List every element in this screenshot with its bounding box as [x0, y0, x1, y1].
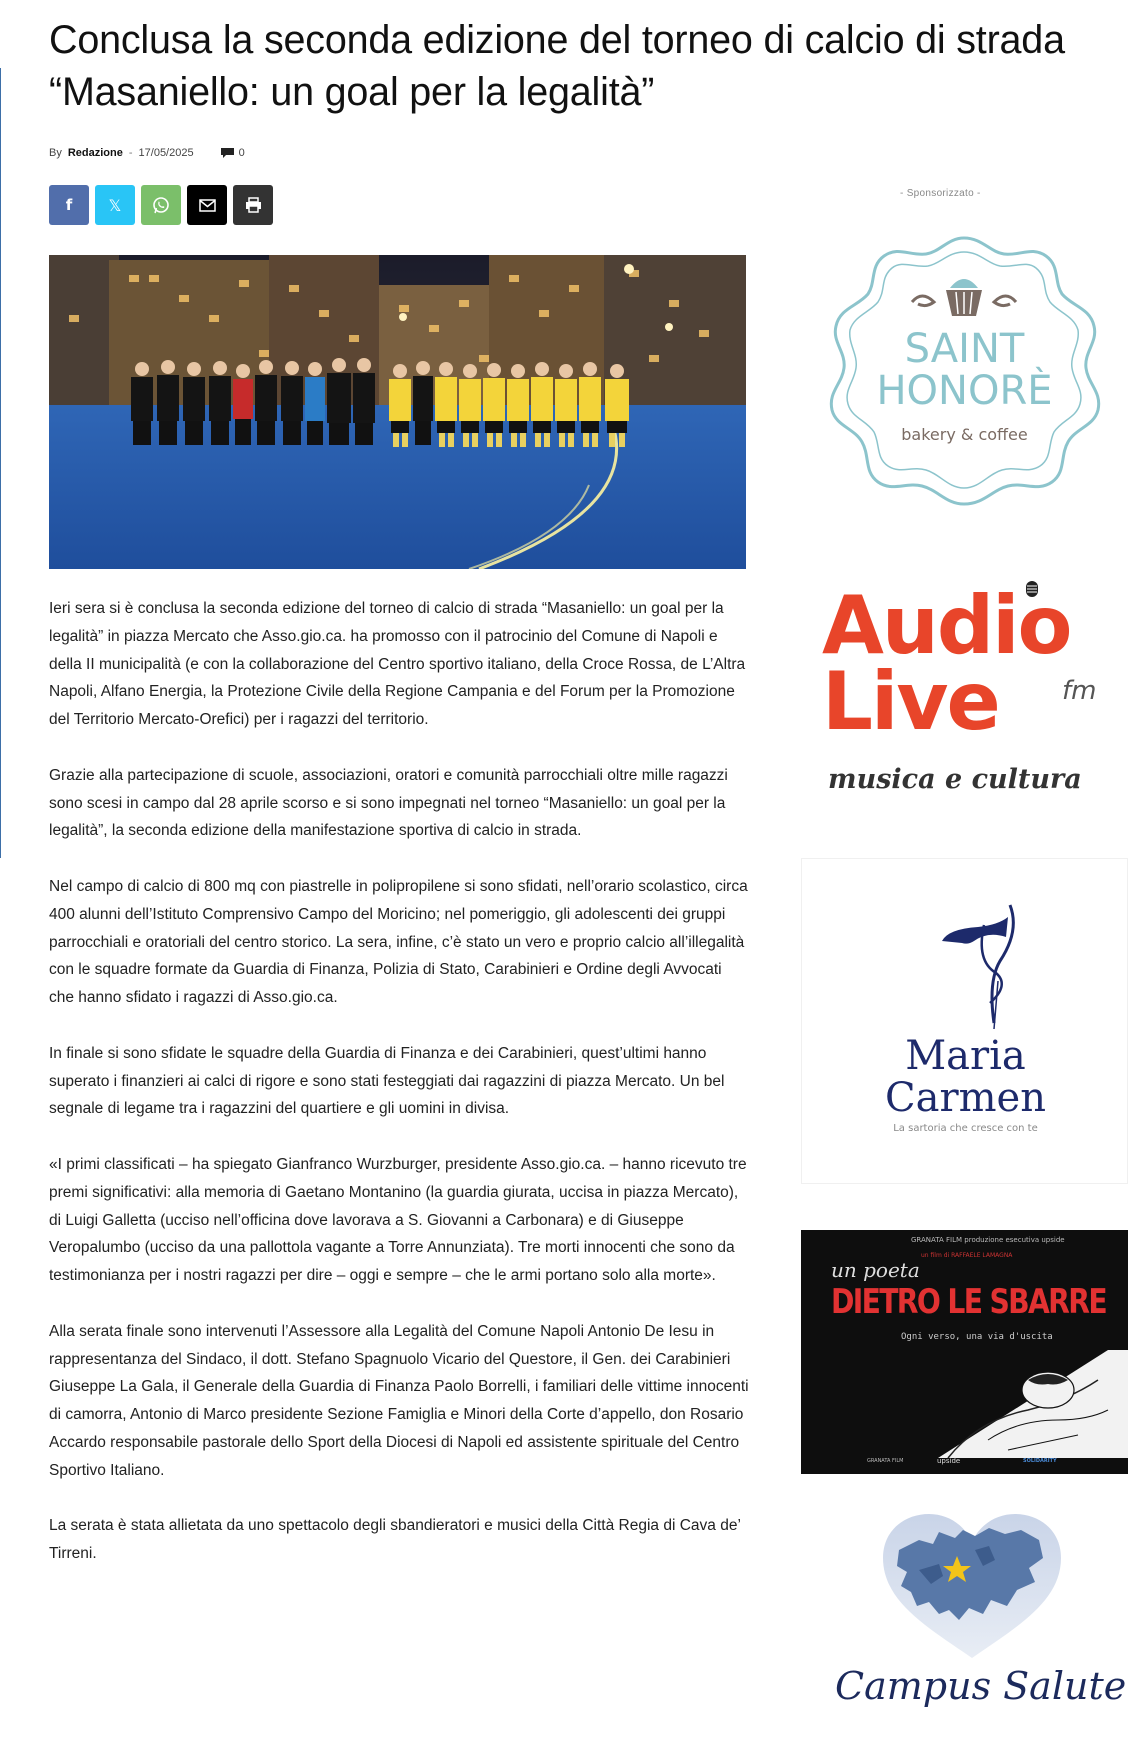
audio-live-tagline: musica e cultura — [828, 764, 1082, 795]
article-paragraph: «I primi classificati – ha spiegato Gianfranco Wurzburger, presidente Asso.gio.ca. – hanno ricevuto tre premi significativi: alla memoria di Gaetano Montanino (la guardia giurata, uccisa in piazza Mercato), di Luigi Galletta (ucciso nell’officina dove lavorava a S. Giovanni a Carbonara) e di Giuseppe Veropalumbo (ucciso da una pallottola vagante a Torre Annunziata). Tre morti innocenti che sono da testimonianza per i nostri ragazzi per dire – oggi e sempre – che le armi portano solo alla morte». — [49, 1155, 747, 1285]
film-title: DIETRO LE SBARRE — [831, 1282, 1106, 1322]
whatsapp-share-button[interactable] — [141, 185, 181, 225]
audio-live-line1: Audio — [822, 579, 1071, 672]
audio-live-line2: Live — [822, 655, 999, 748]
by-label: By — [49, 147, 62, 159]
email-share-button[interactable] — [187, 185, 227, 225]
x-icon: 𝕏 — [108, 195, 122, 215]
comment-count: 0 — [238, 147, 245, 159]
article-paragraph: Grazie alla partecipazione di scuole, associazioni, oratori e comunità parrocchiali oltre mille ragazzi sono scesi in campo dal 28 aprile scorso e si sono impegnati nel torneo “Masaniello: un goal per la legalità”, la seconda edizione della manifestazione sportiva di calcio in strada. — [49, 766, 728, 840]
audio-live-ad[interactable] — [822, 580, 1112, 795]
article-paragraph: Nel campo di calcio di 800 mq con piastrelle in polipropilene si sono sfidati, nell’orario scolastico, circa 400 alunni dell’Istituto Comprensivo Campo del Moricino; nel pomeriggio, gli adolescenti dei gruppi parrocchiali e oratoriali del centro storico. La sera, infine, c’è stato un vero e proprio calcio all’illegalità con le squadre formate da Guardia di Finanza, Polizia di Stato, Carabinieri e Ordine degli Avvocati che hanno sfidato i ragazzi di Asso.gio.ca. — [49, 877, 748, 1007]
dietro-le-sbarre-ad[interactable] — [801, 1230, 1128, 1474]
film-tagline: Ogni verso, una via d'uscita — [901, 1332, 1053, 1342]
campus-salute-text: Campus Salute — [835, 1664, 1127, 1708]
maria-carmen-tagline: La sartoria che cresce con te — [893, 1123, 1038, 1134]
poet-illustration — [928, 1340, 1128, 1460]
article-paragraph: La serata è stata allietata da uno spettacolo degli sbandieratori e musici della Città Regia di Cava de’ Tirreni. — [49, 1517, 741, 1563]
article-photo — [49, 255, 746, 569]
article-body — [49, 595, 749, 1596]
comments-link[interactable] — [220, 147, 245, 159]
facebook-share-button[interactable] — [49, 185, 89, 225]
print-button[interactable] — [233, 185, 273, 225]
saint-honore-line2: HONORÈ — [876, 368, 1053, 414]
maria-carmen-line1: Maria — [905, 1033, 1026, 1079]
film-pre-title: un poeta — [831, 1258, 920, 1282]
europe-heart-logo — [879, 1510, 1065, 1660]
film-director: un film di RAFFAELE LAMAGNA — [921, 1252, 1013, 1259]
share-buttons — [49, 185, 273, 225]
article-paragraph: Ieri sera si è conclusa la seconda edizione del torneo di calcio di strada “Masaniello: un goal per la legalità” in piazza Mercato che Asso.gio.ca. ha promosso con il patrocinio del Comune di Napoli e della II municipalità (e con la collaborazione del Centro sportivo italiano, della Croce Rossa, de L’Altra Napoli, Alfano Energia, la Protezione Civile della Regione Campania e del Forum per la Promozione del Territorio Mercato-Orefici) per i ragazzi del territorio. — [49, 600, 746, 729]
author-link[interactable]: Redazione — [67, 147, 123, 159]
print-icon — [245, 197, 262, 213]
x-share-button[interactable] — [95, 185, 135, 225]
comment-icon — [220, 147, 235, 159]
film-credit-upside: upside — [937, 1457, 961, 1465]
maria-carmen-line2: Carmen — [885, 1075, 1046, 1121]
saint-honore-tagline: bakery & coffee — [901, 425, 1028, 444]
needle-thread-icon — [928, 901, 1028, 1031]
meta-separator: - — [128, 147, 133, 159]
publish-date: 17/05/2025 — [138, 147, 194, 159]
film-credit-granata: GRANATA FILM — [867, 1458, 904, 1464]
cupcake-icon — [912, 279, 1016, 316]
page-left-edge — [0, 68, 1, 858]
article-paragraph: In finale si sono sfidate le squadre della Guardia di Finanza e dei Carabinieri, quest’ultimi hanno superato i finanzieri ai calci di rigore e sono stati festeggiati dai ragazzini di piazza Mercato. Un bel segnale di legame tra i ragazzini del quartiere e gli uomini in divisa. — [49, 1044, 725, 1118]
maria-carmen-ad[interactable] — [801, 858, 1128, 1184]
article-meta — [49, 147, 245, 159]
film-top-credits: GRANATA FILM produzione esecutiva upside — [911, 1236, 1065, 1244]
film-credit-solidarity: SOLIDARITY — [1023, 1458, 1057, 1464]
saint-honore-ad[interactable] — [822, 230, 1107, 510]
article-paragraph: Alla serata finale sono intervenuti l’Assessore alla Legalità del Comune Napoli Antonio De Iesu in rappresentanza del Sindaco, il dott. Stefano Spagnuolo Vicario del Questore, il Gen. dei Carabinieri Giuseppe La Gala, il Generale della Guardia di Finanza Paolo Borrelli, i familiari delle vittime innocenti di camorra, Antonio di Marco presidente Sezione Famiglia e Minori della Corte d’appello, don Rosario Accardo responsabile pastorale dello Sport della Diocesi di Napoli ed assistente spirituale del Centro Sportivo Italiano. — [49, 1322, 749, 1479]
email-icon — [199, 199, 216, 212]
article-title: Conclusa la seconda edizione del torneo di calcio di strada “Masaniello: un goal per la legalità” — [49, 18, 1065, 114]
facebook-icon: f — [65, 196, 73, 214]
audio-live-fm: fm — [1062, 676, 1097, 706]
saint-honore-line1: SAINT — [904, 326, 1025, 372]
campus-salute-ad[interactable] — [835, 1510, 1127, 1738]
sponsor-label: - Sponsorizzato - — [900, 188, 981, 199]
whatsapp-icon — [152, 196, 170, 214]
